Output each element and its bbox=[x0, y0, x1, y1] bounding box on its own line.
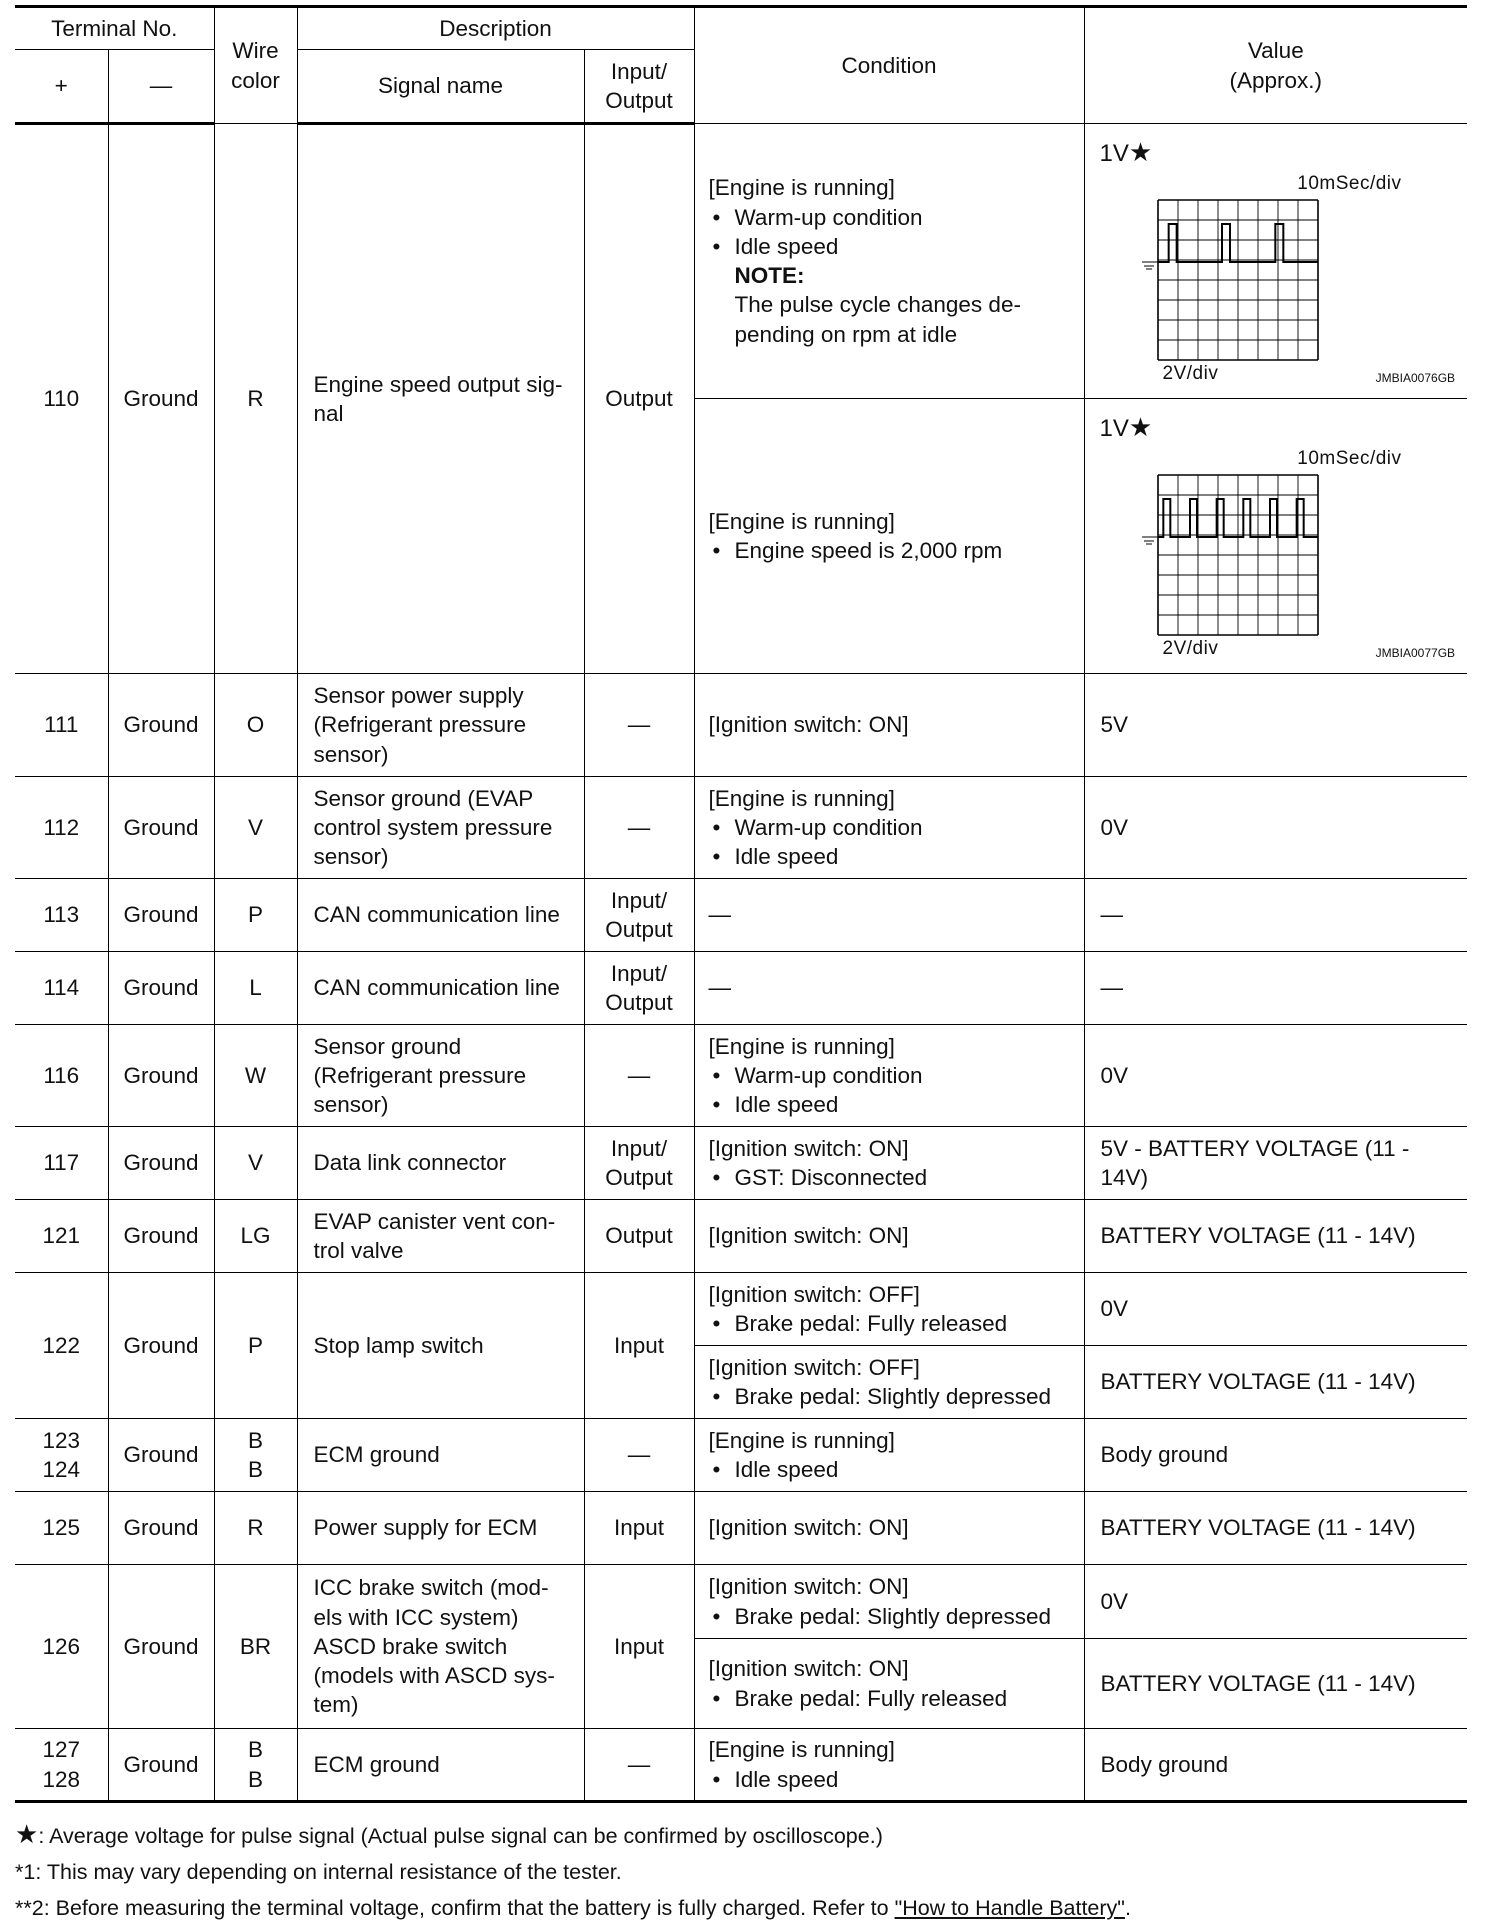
condition-cell bbox=[694, 1346, 1084, 1419]
condition-cell bbox=[694, 1025, 1084, 1127]
terminal-cell: 114 bbox=[15, 952, 108, 1025]
condition-cell bbox=[694, 1639, 1084, 1729]
signal-name-cell: Data link connector bbox=[297, 1127, 584, 1200]
io-cell: — bbox=[584, 777, 694, 879]
io-cell: Output bbox=[584, 1200, 694, 1273]
table-row bbox=[15, 1025, 1467, 1127]
condition-head: [Ignition switch: OFF] bbox=[708, 1354, 920, 1380]
io-cell: Input/ Output bbox=[584, 879, 694, 952]
footnote-2-suffix: . bbox=[1124, 1896, 1131, 1920]
star-icon: ★ bbox=[1128, 137, 1153, 167]
io-cell: — bbox=[584, 1729, 694, 1802]
io-cell: — bbox=[584, 1419, 694, 1492]
note-text: The pulse cycle changes de- pending on rpm at idle bbox=[734, 292, 1021, 347]
condition-head: [Engine is running] bbox=[708, 785, 895, 811]
condition-cell bbox=[694, 124, 1084, 399]
value-cell: 0V bbox=[1084, 777, 1467, 879]
ground-cell: Ground bbox=[108, 1200, 214, 1273]
ground-cell: Ground bbox=[108, 1492, 214, 1565]
header-value-label: Value bbox=[1247, 38, 1304, 64]
table-row bbox=[15, 1729, 1467, 1802]
figure-id: JMBIA0077GB bbox=[1375, 646, 1456, 660]
value-cell: BATTERY VOLTAGE (11 - 14V) bbox=[1084, 1639, 1467, 1729]
signal-name-cell: CAN communication line bbox=[297, 879, 584, 952]
condition-bullet: • Brake pedal: Fully released bbox=[709, 1309, 1078, 1338]
condition-bullet: • Idle speed bbox=[709, 1765, 1078, 1794]
value-cell: BATTERY VOLTAGE (11 - 14V) bbox=[1084, 1346, 1467, 1419]
wire-color-cell bbox=[214, 1419, 297, 1492]
signal-name-cell: Sensor power supply (Refrigerant pressure sensor) bbox=[297, 674, 584, 777]
condition-bullet: • Brake pedal: Slightly depressed bbox=[709, 1382, 1078, 1411]
condition-head: [Engine is running] bbox=[708, 1427, 895, 1453]
terminal-cell: 126 bbox=[15, 1565, 108, 1729]
table-row bbox=[15, 777, 1467, 879]
wire-color: B bbox=[248, 1457, 264, 1482]
signal-name-cell: EVAP canister vent con- trol valve bbox=[297, 1200, 584, 1273]
io-cell: — bbox=[584, 1025, 694, 1127]
header-signal-name: Signal name bbox=[297, 50, 584, 124]
ground-cell: Ground bbox=[108, 124, 214, 674]
header-wire-color: Wire color bbox=[214, 7, 297, 124]
ecm-terminal-table bbox=[15, 5, 1467, 1803]
table-row bbox=[15, 1127, 1467, 1200]
condition-cell bbox=[694, 1492, 1084, 1565]
value-cell: 5V - BATTERY VOLTAGE (11 - 14V) bbox=[1084, 1127, 1467, 1200]
value-cell: 0V bbox=[1084, 1273, 1467, 1346]
io-cell: — bbox=[584, 674, 694, 777]
value-cell: 5V bbox=[1084, 674, 1467, 777]
header-value-approx: (Approx.) bbox=[1229, 67, 1323, 93]
table-row bbox=[15, 952, 1467, 1025]
wire-color: B bbox=[248, 1427, 264, 1453]
condition-head: [Ignition switch: OFF] bbox=[708, 1281, 920, 1307]
condition-head: [Ignition switch: ON] bbox=[708, 712, 909, 738]
wire-color-cell: BR bbox=[214, 1565, 297, 1729]
header-condition: Condition bbox=[694, 7, 1084, 124]
condition-head: [Engine is running] bbox=[708, 1033, 895, 1059]
terminal-cell: 122 bbox=[15, 1273, 108, 1419]
wire-color-cell: L bbox=[214, 952, 297, 1025]
value-cell: — bbox=[1084, 879, 1467, 952]
waveform-voltage: 1V★ bbox=[1099, 412, 1153, 442]
terminal-cell: 112 bbox=[15, 777, 108, 879]
header-terminal-no: Terminal No. bbox=[15, 7, 214, 50]
table-row bbox=[15, 1419, 1467, 1492]
terminal-cell: 111 bbox=[15, 674, 108, 777]
terminal-cell bbox=[15, 1419, 108, 1492]
terminal-cell: 121 bbox=[15, 1200, 108, 1273]
waveform-volt-div: 2V/div bbox=[1162, 363, 1219, 384]
oscilloscope-graph bbox=[1140, 469, 1410, 644]
wire-color-cell: P bbox=[214, 1273, 297, 1419]
footnotes bbox=[15, 1816, 1467, 1926]
table-row bbox=[15, 124, 1467, 399]
signal-name-cell: ECM ground bbox=[297, 1729, 584, 1802]
signal-name-cell: ECM ground bbox=[297, 1419, 584, 1492]
condition-cell bbox=[694, 1419, 1084, 1492]
condition-bullet: • GST: Disconnected bbox=[709, 1163, 1078, 1192]
condition-head: [Ignition switch: ON] bbox=[708, 1574, 909, 1600]
header-input-output: Input/ Output bbox=[584, 50, 694, 124]
condition-bullet: • Engine speed is 2,000 rpm bbox=[709, 536, 1078, 565]
io-cell: Input bbox=[584, 1492, 694, 1565]
terminal-cell: 116 bbox=[15, 1025, 108, 1127]
header-minus: — bbox=[108, 50, 214, 124]
wire-color: B bbox=[248, 1737, 264, 1763]
condition-head: [Ignition switch: ON] bbox=[708, 1656, 909, 1682]
table-row bbox=[15, 1273, 1467, 1346]
condition-bullet: • Warm-up condition bbox=[709, 203, 1078, 232]
note-label: NOTE: bbox=[734, 263, 805, 288]
waveform-time-div: 10mSec/div bbox=[1297, 448, 1402, 469]
condition-cell bbox=[694, 674, 1084, 777]
ground-cell: Ground bbox=[108, 952, 214, 1025]
terminal-spec-document bbox=[15, 5, 1467, 1926]
condition-cell bbox=[694, 1200, 1084, 1273]
condition-head: [Ignition switch: ON] bbox=[708, 1135, 909, 1161]
ground-cell: Ground bbox=[108, 1565, 214, 1729]
footnote-star bbox=[15, 1816, 1467, 1854]
value-cell: Body ground bbox=[1084, 1419, 1467, 1492]
ground-cell: Ground bbox=[108, 777, 214, 879]
value-cell: 0V bbox=[1084, 1025, 1467, 1127]
ground-cell: Ground bbox=[108, 1273, 214, 1419]
terminal-cell: 125 bbox=[15, 1492, 108, 1565]
terminal-cell: 117 bbox=[15, 1127, 108, 1200]
condition-bullet: • Warm-up condition bbox=[709, 813, 1078, 842]
terminal-number: 123 bbox=[42, 1427, 81, 1453]
wire-color-cell: P bbox=[214, 879, 297, 952]
table-row bbox=[15, 1492, 1467, 1565]
waveform-volt-div: 2V/div bbox=[1162, 638, 1219, 659]
condition-bullet: • Brake pedal: Slightly depressed bbox=[709, 1602, 1078, 1631]
condition-bullet: • Brake pedal: Fully released bbox=[709, 1684, 1078, 1713]
terminal-number: 127 bbox=[42, 1737, 81, 1763]
io-cell: Output bbox=[584, 124, 694, 674]
condition-head: [Ignition switch: ON] bbox=[708, 1223, 909, 1249]
condition-bullet: • Idle speed bbox=[709, 1455, 1078, 1484]
wire-color-cell: O bbox=[214, 674, 297, 777]
condition-cell bbox=[694, 1729, 1084, 1802]
condition-head: [Engine is running] bbox=[708, 508, 895, 534]
wire-color-cell: V bbox=[214, 777, 297, 879]
io-cell: Input bbox=[584, 1565, 694, 1729]
table-row bbox=[15, 1200, 1467, 1273]
ground-cell: Ground bbox=[108, 674, 214, 777]
table-row bbox=[15, 1565, 1467, 1639]
ground-cell: Ground bbox=[108, 1025, 214, 1127]
terminal-cell: 113 bbox=[15, 879, 108, 952]
star-icon: ★ bbox=[15, 1819, 39, 1849]
condition-cell bbox=[694, 1273, 1084, 1346]
io-cell: Input bbox=[584, 1273, 694, 1419]
terminal-number: 124 bbox=[42, 1457, 81, 1482]
signal-name-cell: Sensor ground (Refrigerant pressure sensor) bbox=[297, 1025, 584, 1127]
condition-cell bbox=[694, 399, 1084, 674]
signal-name-cell: Engine speed output sig- nal bbox=[297, 124, 584, 674]
ground-cell: Ground bbox=[108, 1419, 214, 1492]
ground-cell: Ground bbox=[108, 879, 214, 952]
footnote-1: *1: This may vary depending on internal resistance of the tester. bbox=[15, 1860, 622, 1884]
wire-color: B bbox=[248, 1766, 264, 1792]
condition-cell bbox=[694, 952, 1084, 1025]
condition-head: — bbox=[708, 902, 732, 928]
signal-name-cell: CAN communication line bbox=[297, 952, 584, 1025]
wire-color-cell: W bbox=[214, 1025, 297, 1127]
condition-bullet: • Warm-up condition bbox=[709, 1061, 1078, 1090]
terminal-cell bbox=[15, 1729, 108, 1802]
condition-cell bbox=[694, 879, 1084, 952]
wire-color-cell: R bbox=[214, 124, 297, 674]
waveform-cell bbox=[1084, 124, 1467, 399]
signal-name-cell: Power supply for ECM bbox=[297, 1492, 584, 1565]
waveform-cell bbox=[1084, 399, 1467, 674]
condition-bullet: • Idle speed bbox=[709, 842, 1078, 871]
footnote-star-text: : Average voltage for pulse signal (Actual pulse signal can be confirmed by oscilloscope.) bbox=[38, 1824, 883, 1848]
value-cell: BATTERY VOLTAGE (11 - 14V) bbox=[1084, 1200, 1467, 1273]
table-row bbox=[15, 674, 1467, 777]
header-description: Description bbox=[297, 7, 694, 50]
star-icon: ★ bbox=[1128, 412, 1153, 442]
condition-cell bbox=[694, 777, 1084, 879]
footnote-2-text: **2: Before measuring the terminal voltage, confirm that the battery is fully charged. Refer to bbox=[15, 1896, 895, 1920]
signal-name-cell: ICC brake switch (mod- els with ICC system) ASCD brake switch (models with ASCD sys- tem) bbox=[297, 1565, 584, 1729]
signal-name-cell: Stop lamp switch bbox=[297, 1273, 584, 1419]
condition-bullet: • Idle speed bbox=[709, 232, 1078, 261]
condition-head: [Engine is running] bbox=[708, 1737, 895, 1763]
footnote-2 bbox=[15, 1890, 1467, 1926]
header-plus: + bbox=[15, 50, 108, 124]
wire-color-cell: V bbox=[214, 1127, 297, 1200]
value-cell: — bbox=[1084, 952, 1467, 1025]
wire-color-cell bbox=[214, 1729, 297, 1802]
condition-head: [Engine is running] bbox=[708, 175, 895, 201]
terminal-cell: 110 bbox=[15, 124, 108, 674]
waveform-time-div: 10mSec/div bbox=[1297, 173, 1402, 194]
condition-cell bbox=[694, 1565, 1084, 1639]
header-value bbox=[1084, 7, 1467, 124]
condition-bullet: • Idle speed bbox=[709, 1090, 1078, 1119]
value-cell: BATTERY VOLTAGE (11 - 14V) bbox=[1084, 1492, 1467, 1565]
how-to-handle-battery-link[interactable]: "How to Handle Battery" bbox=[894, 1896, 1125, 1920]
figure-id: JMBIA0076GB bbox=[1375, 371, 1456, 385]
wire-color-cell: R bbox=[214, 1492, 297, 1565]
wire-color-cell: LG bbox=[214, 1200, 297, 1273]
io-cell: Input/ Output bbox=[584, 952, 694, 1025]
signal-name-cell: Sensor ground (EVAP control system pressure sensor) bbox=[297, 777, 584, 879]
condition-cell bbox=[694, 1127, 1084, 1200]
value-cell: 0V bbox=[1084, 1565, 1467, 1639]
condition-head: — bbox=[708, 975, 732, 1001]
oscilloscope-graph bbox=[1140, 194, 1410, 369]
value-cell: Body ground bbox=[1084, 1729, 1467, 1802]
condition-head: [Ignition switch: ON] bbox=[708, 1515, 909, 1541]
table-row bbox=[15, 879, 1467, 952]
waveform-voltage: 1V★ bbox=[1099, 137, 1153, 167]
io-cell: Input/ Output bbox=[584, 1127, 694, 1200]
ground-cell: Ground bbox=[108, 1729, 214, 1802]
terminal-number: 128 bbox=[42, 1766, 81, 1792]
ground-cell: Ground bbox=[108, 1127, 214, 1200]
